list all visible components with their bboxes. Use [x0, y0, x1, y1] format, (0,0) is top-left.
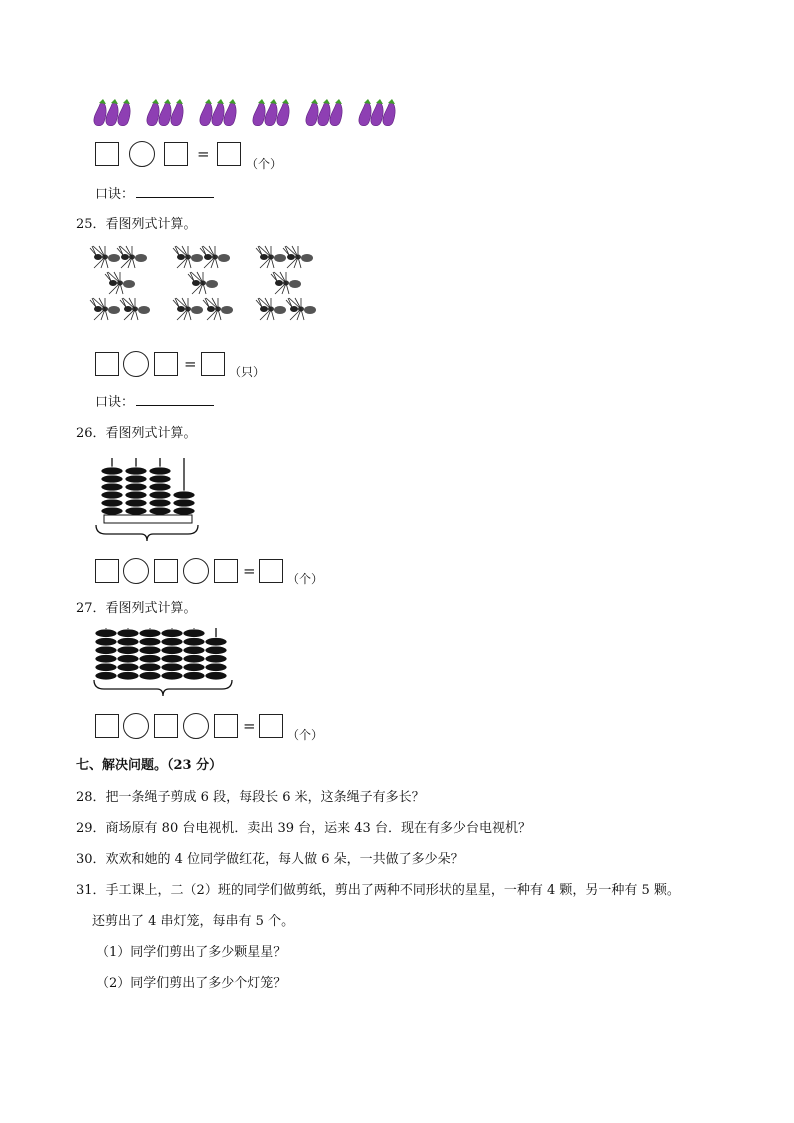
answer-box[interactable] [217, 142, 241, 166]
eggplant-icon [318, 99, 330, 126]
ant-icon [105, 272, 135, 294]
problem-28: 28．把一条绳子剪成 6 段，每段长 6 米，这条绳子有多长？ [76, 790, 425, 805]
problem-31-line-1: 31．手工课上，二（2）班的同学们做剪纸，剪出了两种不同形状的星星，一种有 4 颗，另一种有 5 颗。 [76, 883, 680, 898]
kou-jue-blank[interactable] [136, 185, 214, 198]
operator-circle[interactable] [123, 351, 149, 377]
kou-jue-label: 口诀： [95, 187, 135, 202]
answer-box[interactable] [164, 142, 188, 166]
abacus-bead [95, 646, 117, 655]
curly-brace-icon [94, 680, 232, 696]
abacus-bead [125, 507, 147, 515]
ant-icon [120, 298, 150, 320]
unit-label: （个） [287, 728, 324, 742]
abacus-frame [104, 515, 192, 523]
abacus-bead [117, 663, 139, 672]
abacus-bead [161, 663, 183, 672]
ant-icon [188, 272, 218, 294]
abacus-bead [117, 646, 139, 655]
abacus-bead [139, 646, 161, 655]
abacus-bead [183, 629, 205, 638]
curly-brace-icon [96, 525, 198, 541]
abacus-bead [149, 499, 171, 507]
abacus-bead [117, 672, 139, 681]
eggplant-icon [212, 99, 224, 126]
question-25-label: 25．看图列式计算。 [76, 217, 197, 232]
kou-jue-blank[interactable] [136, 393, 214, 406]
equals-sign: = [243, 717, 256, 735]
abacus-bead [149, 491, 171, 499]
abacus-bead [173, 507, 195, 515]
abacus-bead [101, 475, 123, 483]
eggplant-icon [106, 99, 118, 126]
ant-icon [117, 246, 147, 268]
eggplant-icon [159, 99, 171, 126]
problem-29: 29．商场原有 80 台电视机．卖出 39 台，运来 43 台．现在有多少台电视机？ [76, 821, 531, 836]
equals-sign: = [197, 145, 210, 163]
abacus-bead [183, 638, 205, 647]
abacus-bead [101, 467, 123, 475]
problem-31-sub-2: （2）同学们剪出了多少个灯笼？ [96, 976, 287, 991]
answer-box[interactable] [95, 142, 119, 166]
abacus-bead [101, 499, 123, 507]
abacus-bead [205, 672, 227, 681]
problem-30: 30．欢欢和她的 4 位同学做红花，每人做 6 朵，一共做了多少朵？ [76, 852, 464, 867]
abacus-bead [183, 672, 205, 681]
ant-icon [256, 298, 286, 320]
abacus-bead [95, 655, 117, 664]
eggplant-icon [253, 99, 265, 126]
kou-jue-line [95, 185, 214, 204]
section-7-title: 七、解决问题。（23 分） [76, 758, 223, 773]
abacus-bead [183, 646, 205, 655]
operator-circle[interactable] [129, 141, 155, 167]
eggplant-icon [224, 99, 236, 126]
abacus-bead [183, 655, 205, 664]
abacus-bead [95, 672, 117, 681]
abacus-bead [161, 672, 183, 681]
answer-box[interactable] [214, 714, 238, 738]
eggplant-icon [94, 99, 106, 126]
operator-circle[interactable] [183, 558, 209, 584]
eggplant-row [92, 98, 412, 130]
abacus-bead [173, 499, 195, 507]
operator-circle[interactable] [183, 713, 209, 739]
abacus-bead [125, 499, 147, 507]
abacus-bead [101, 507, 123, 515]
eggplant-icon [265, 99, 277, 126]
kou-jue-label: 口诀： [95, 395, 135, 410]
abacus-bead [117, 638, 139, 647]
abacus-bead [149, 475, 171, 483]
problem-31-line-2: 还剪出了 4 串灯笼，每串有 5 个。 [92, 914, 295, 929]
abacus-bead [139, 629, 161, 638]
abacus-bead [139, 663, 161, 672]
abacus-bead [205, 638, 227, 647]
question-27-label: 27．看图列式计算。 [76, 601, 197, 616]
answer-box[interactable] [154, 714, 178, 738]
answer-box[interactable] [259, 559, 283, 583]
answer-box[interactable] [259, 714, 283, 738]
ant-icon [283, 246, 313, 268]
abacus-bead [183, 663, 205, 672]
abacus-bead [101, 491, 123, 499]
abacus-bead [139, 655, 161, 664]
kou-jue-line [95, 393, 214, 412]
eggplant-icon-group [92, 98, 412, 130]
eggplant-icon [330, 99, 342, 126]
eggplant-icon [306, 99, 318, 126]
answer-box[interactable] [95, 352, 119, 376]
question-26-label: 26．看图列式计算。 [76, 426, 197, 441]
ant-icon [90, 246, 120, 268]
unit-label: （个） [246, 157, 283, 171]
ant-icon [256, 246, 286, 268]
abacus-bead [139, 638, 161, 647]
answer-box[interactable] [154, 352, 178, 376]
eggplant-icon [359, 99, 371, 126]
abacus-bead [161, 646, 183, 655]
answer-box[interactable] [154, 559, 178, 583]
ant-icon [286, 298, 316, 320]
abacus-bead [205, 663, 227, 672]
abacus-bead [125, 483, 147, 491]
eggplant-icon [383, 99, 395, 126]
abacus-icon [90, 628, 240, 698]
unit-label: （个） [287, 572, 324, 586]
operator-circle[interactable] [123, 558, 149, 584]
abacus-bead [205, 646, 227, 655]
operator-circle[interactable] [123, 713, 149, 739]
ant-icon [200, 246, 230, 268]
ant-icon-group [90, 245, 350, 340]
problem-31-sub-1: （1）同学们剪出了多少颗星星？ [96, 945, 287, 960]
abacus-bead [125, 491, 147, 499]
abacus-bead [161, 638, 183, 647]
abacus-bead [125, 475, 147, 483]
abacus-icon [90, 455, 220, 545]
answer-box[interactable] [214, 559, 238, 583]
ant-icon [173, 246, 203, 268]
answer-box[interactable] [95, 714, 119, 738]
abacus-bead [95, 663, 117, 672]
eggplant-icon [371, 99, 383, 126]
ant-icon [271, 272, 301, 294]
unit-label: （只） [229, 365, 266, 379]
abacus-bead [173, 491, 195, 499]
abacus-bead [205, 655, 227, 664]
abacus-bead [149, 507, 171, 515]
ant-icon [173, 298, 203, 320]
abacus-bead [101, 483, 123, 491]
abacus-bead [125, 467, 147, 475]
answer-box[interactable] [95, 559, 119, 583]
eggplant-icon [118, 99, 130, 126]
eggplant-icon [147, 99, 159, 126]
abacus-bead [95, 629, 117, 638]
answer-box[interactable] [201, 352, 225, 376]
eggplant-icon [171, 99, 183, 126]
abacus-bead [149, 483, 171, 491]
abacus-bead [149, 467, 171, 475]
equals-sign: = [184, 355, 197, 373]
ant-icon [203, 298, 233, 320]
abacus-bead [117, 629, 139, 638]
abacus-bead [117, 655, 139, 664]
equals-sign: = [243, 562, 256, 580]
eggplant-icon [200, 99, 212, 126]
abacus-bead [161, 655, 183, 664]
abacus-bead [95, 638, 117, 647]
abacus-bead [139, 672, 161, 681]
eggplant-icon [277, 99, 289, 126]
ant-icon [90, 298, 120, 320]
abacus-bead [161, 629, 183, 638]
